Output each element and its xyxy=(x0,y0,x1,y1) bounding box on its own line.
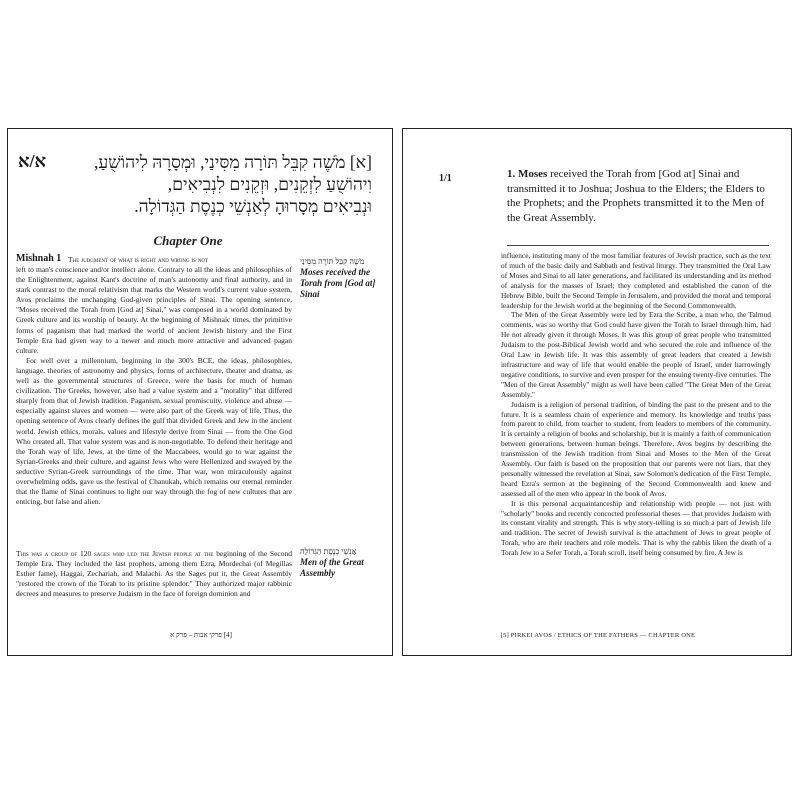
commentary-paragraph: For well over a millennium, beginning in the 300's BCE, the ideas, philosophies, language, theories of astronomy and physics, forms of architecture, theater and drama, as well as the governmental structures of Greece, were the basis for much of human civilization. The Greeks, however, also had a value system and a "morality" that differed sharply from that of Jewish tradition. Paganism, sexual promiscuity, violence and abuse — especially against slaves and women — were also part of the Greek way of life. Thus, the opening sentence of Avos clearly defines the gulf that divided Greek and Jew in the ancient world. Jewish ethics, morals, values and lifestyle derive from Sinai — from the One God Who created all. That value system was and is non-negotiable. To defend their heritage and the Torah way of life, Jews, at the time of the Maccabees, would go to war against the Syrian-Greeks and their culture, and against Jews who were Hellenized and swayed by the seductive Syrian-Greek surroundings of the time. That war, won miraculously against overwhelming odds, gave us the festival of Chanukah, which remains our eternal reminder that the flame of Sinai continues to light our way through the fog of new cultures that are enticing, but false and alien. xyxy=(16,355,292,507)
hebrew-mishnah-text xyxy=(22,151,372,217)
commentary-block-1 xyxy=(16,265,292,507)
left-page xyxy=(7,128,393,656)
chapter-title: Chapter One xyxy=(153,233,223,248)
translation-body: received the Torah from [God at] Sinai and transmitted it to Joshua; Joshua to the Elders; the Elders to the Prophets; and the Prophets transmitted it to the Men of the Great Assembly. xyxy=(507,168,765,224)
page-footer: [5] PIRKEI AVOS / ETHICS OF THE FATHERS — CHAPTER ONE xyxy=(500,632,696,639)
side-note-english: Moses received the Torah from [God at] Sinai xyxy=(300,267,376,299)
page-footer: [4] פרקי אבות – פרק א xyxy=(170,631,232,639)
hebrew-line: וִיהוֹשֻׁעַ לִזְקֵנִים, וּזְקֵנִים לִנְבִיאִים, xyxy=(167,174,372,194)
divider xyxy=(507,245,769,246)
commentary-block-2 xyxy=(16,549,292,599)
commentary-paragraph: influence, instituting many of the most familiar features of Jewish practice, such as the text of much of the basic daily and Sabbath and festival liturgy. They transmitted the Oral Law of Moses and Sinai to all later generations, and facilitated its understanding and its method of analysis for the masses of Israel; they completed and established the canon of the Hebrew Bible, built the Second Temple in Jerusalem, and provided the moral and temporal leadership for the Jewish world at the beginning of the Second Commonwealth. xyxy=(501,251,771,310)
side-note-hebrew: מֹשֶׁה קִבֵּל תּוֹרָה מִסִּינַי xyxy=(300,257,365,266)
right-page xyxy=(402,128,792,656)
hebrew-line: וּנְבִיאִים מְסָרוּהָ לְאַנְשֵׁי כְנֶסֶת הַגְּדוֹלָה. xyxy=(134,196,372,216)
hebrew-line: [א] מֹשֶׁה קִבֵּל תּוֹרָה מִסִּינַי, וּמְסָרָהּ לִיהוֹשֻׁעַ, xyxy=(93,152,372,172)
translation-lead: 1. Moses xyxy=(507,168,548,180)
lead-in: This was a group of 120 sages who led the Jewish people at the xyxy=(16,549,214,558)
commentary-first-line-block xyxy=(68,255,292,265)
side-note-great-assembly xyxy=(300,547,384,579)
commentary-block xyxy=(501,251,771,558)
commentary-paragraph: It is this personal acquaintanceship and relationship with people — not just with "scholarly" books and recently concocted professorial theses — that provides Judaism with its constant vitality and strength. This is why story-telling is so much a part of Jewish life and tradition. The secret of Jewish survival is the attachment of Jews to great people of Torah, who are their teachers and role models. That is why the rabbis liken the death of a Torah Jew to a Sefer Torah, a Torah scroll, itself being consumed by fire. A Jew is xyxy=(501,498,771,558)
commentary-paragraph: The Men of the Great Assembly were led by Ezra the Scribe, a man who, the Talmud comments, was so worthy that God could have given the Torah to Israel through him, had He not already given it through Moses. It was this group of great people who transmitted Judaism to the post-Biblical Jewish world and who secured the role and influence of the Oral Law in Jewish life. It was this assembly of great leaders that created a Jewish infrastructure and way of life that would enable the people of Israel, under harrowingly negative conditions, to survive and even prosper for the ensuing twenty-five centuries. The "Men of the Great Assembly" might as well have been called "The Great Men of the Great Assembly." xyxy=(501,310,771,399)
commentary-paragraph: left to man's conscience and/or intellect alone. Contrary to all the ideas and philosophies of the Enlightenment, against Kant's doctrine of man's autonomy and final authority, and in stark contrast to the moral relativism that marks the Western world's current value system, Avos proclaims the unchanging God-given principles of Sinai. The opening sentence, "Moses received the Torah from [God at] Sinai," was composed in a world dominated by Greek culture and its worship of beauty. At the beginning of Mishnaic times, the primitive forms of paganism that had marked the world of ancient Jewish history and the First Temple Era had given way to a newer and much more attractive and advanced pagan culture. xyxy=(16,265,292,355)
translation-text xyxy=(507,167,769,225)
side-note-moses xyxy=(300,257,384,300)
commentary-text: beginning of the Second Temple Era. They included the last prophets, among them Ezra, Mordechai (of Megillas Esther fame), Haggai, Zechariah, and Malachi. As the Sages put it, the Great Assembly "restored the crown of the Torah to its pristine splendor." They authorized major rabbinic decrees and measures to preserve Judaism in the face of foreign dominion and xyxy=(16,549,292,599)
mishnah-label: Mishnah 1 xyxy=(16,253,62,264)
mishnah-number: 1/1 xyxy=(439,173,452,184)
hebrew-chapter-number: א/א xyxy=(18,151,47,171)
side-note-hebrew: אַנְשֵׁי כְנֶסֶת הַגְּדוֹלָה xyxy=(300,547,357,556)
commentary-paragraph: Judaism is a religion of personal tradition, of binding the past to the present and to the future. It is a seamless chain of experience and memory. Its knowledge and truths pass from parent to child, from teacher to student, from leaders to members of the community. It is certainly a religion of books and scholarship, but it is mainly a faith of communication between generations, between human beings. Therefore, Avos begins by describing the transmission of the Jewish tradition from Sinai and Moses to the Men of the Great Assembly. Our faith is based on the proposition that our parents were not liars, that they personally witnessed the revelation at Sinai, saw Solomon's dedication of the First Temple, heard Ezra's sermon at the beginning of the Second Commonwealth and knew and assessed all of the men who appear in the book of Avos. xyxy=(501,399,771,498)
lead-in: The judgment of what is right and wrong is not xyxy=(68,255,209,264)
side-note-english: Men of the Great Assembly xyxy=(300,557,364,578)
